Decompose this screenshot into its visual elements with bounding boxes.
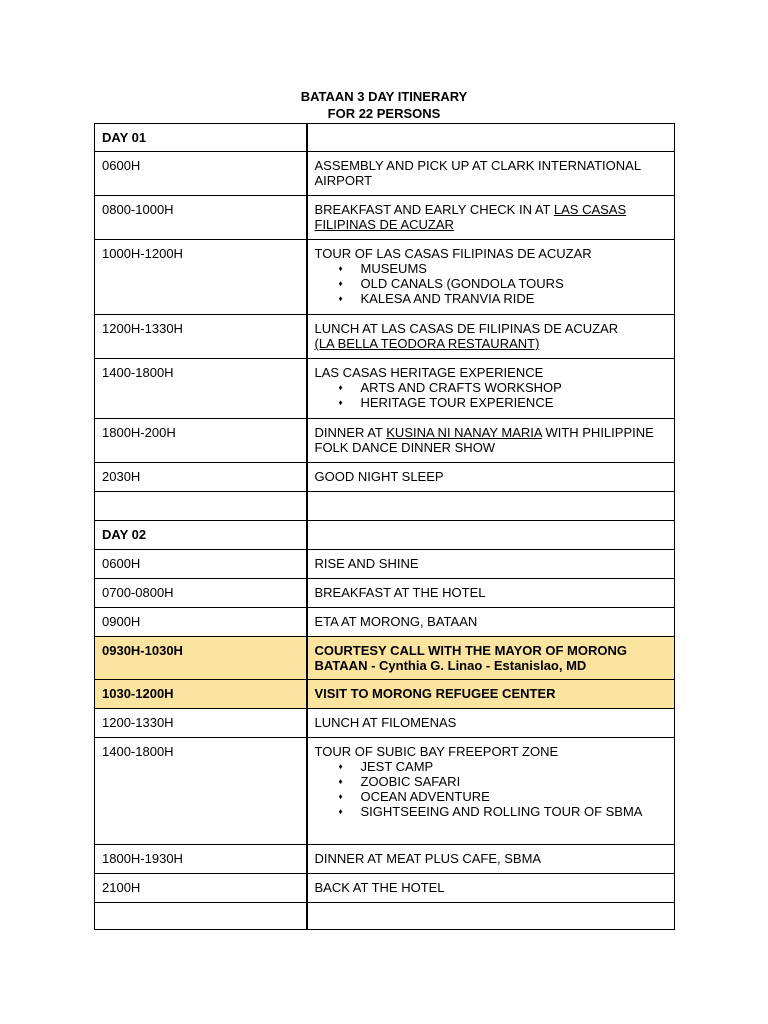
table-row [95,874,675,903]
activity-text: LUNCH AT LAS CASAS DE FILIPINAS DE ACUZAR [314,321,619,336]
day-label: DAY 02 [95,521,307,550]
itinerary-table [94,123,675,930]
activity-cell [307,240,675,315]
activity-bullets [315,759,669,819]
activity-cell [307,359,675,419]
time-cell: 0700-0800H [95,579,307,608]
time-cell: 0600H [95,152,307,196]
list-item: ♦ MUSEUMS [361,261,669,276]
activity-bullets [315,380,669,410]
list-item: ♦ JEST CAMP [361,759,669,774]
list-item: ♦ ZOOBIC SAFARI [361,774,669,789]
time-cell: 0900H [95,608,307,637]
time-cell: 1200-1330H [95,709,307,738]
activity-cell: VISIT TO MORONG REFUGEE CENTER [307,680,675,709]
list-item: ♦ SIGHTSEEING AND ROLLING TOUR OF SBMA [361,804,669,819]
activity-cell [307,315,675,359]
time-cell: 1400-1800H [95,738,307,845]
time-cell: 0930H-1030H [95,637,307,680]
activity-cell: DINNER AT MEAT PLUS CAFE, SBMA [307,845,675,874]
list-item: ♦ HERITAGE TOUR EXPERIENCE [361,395,669,410]
activity-cell [307,124,675,152]
venue-link: KUSINA NI NANAY MARIA [386,425,542,440]
activity-text: TOUR OF LAS CASAS FILIPINAS DE ACUZAR [314,246,592,261]
activity-cell: RISE AND SHINE [307,550,675,579]
time-cell: 0600H [95,550,307,579]
table-row-empty [95,492,675,521]
table-row [95,608,675,637]
time-cell [95,903,307,930]
activity-cell [307,196,675,240]
time-cell: 1200H-1330H [95,315,307,359]
time-cell: 1030-1200H [95,680,307,709]
time-cell: 1000H-1200H [95,240,307,315]
activity-cell [307,903,675,930]
day-label: DAY 01 [95,124,307,152]
activity-bullets [315,261,669,306]
time-cell: 2030H [95,463,307,492]
table-row [95,463,675,492]
activity-cell [307,419,675,463]
time-cell: 1400-1800H [95,359,307,419]
table-row-day-02 [95,521,675,550]
table-row-highlighted [95,680,675,709]
activity-cell: COURTESY CALL WITH THE MAYOR OF MORONG BATAAN - Cynthia G. Linao - Estanislao, MD [307,637,675,680]
activity-cell: ASSEMBLY AND PICK UP AT CLARK INTERNATIONAL AIRPORT [307,152,675,196]
time-cell: 1800H-200H [95,419,307,463]
time-cell [95,492,307,521]
table-row [95,196,675,240]
table-row-highlighted [95,637,675,680]
activity-cell [307,492,675,521]
activity-cell: BACK AT THE HOTEL [307,874,675,903]
activity-text: LAS CASAS HERITAGE EXPERIENCE [314,365,544,380]
list-item: ♦ KALESA AND TRANVIA RIDE [361,291,669,306]
activity-cell: BREAKFAST AT THE HOTEL [307,579,675,608]
activity-cell [307,521,675,550]
table-row [95,359,675,419]
activity-text: TOUR OF SUBIC BAY FREEPORT ZONE [314,744,559,759]
table-row [95,152,675,196]
activity-text: WITH PHILIPPINE FOLK DANCE DINNER SHOW [314,425,654,455]
table-row [95,550,675,579]
table-row [95,419,675,463]
activity-text: DINNER AT [314,425,387,440]
activity-cell [307,738,675,845]
table-row [95,709,675,738]
table-row [95,738,675,845]
activity-cell: ETA AT MORONG, BATAAN [307,608,675,637]
list-item: ♦ ARTS AND CRAFTS WORKSHOP [361,380,669,395]
table-row-empty [95,903,675,930]
time-cell: 2100H [95,874,307,903]
time-cell: 0800-1000H [95,196,307,240]
table-row [95,579,675,608]
activity-cell: GOOD NIGHT SLEEP [307,463,675,492]
time-cell: 1800H-1930H [95,845,307,874]
activity-cell: LUNCH AT FILOMENAS [307,709,675,738]
table-row [95,845,675,874]
document-title [0,88,768,122]
table-row [95,315,675,359]
list-item: ♦ OLD CANALS (GONDOLA TOURS [361,276,669,291]
table-row-day-01 [95,124,675,152]
title-line-1: BATAAN 3 DAY ITINERARY [300,89,468,104]
table-row [95,240,675,315]
title-line-2: FOR 22 PERSONS [327,106,441,121]
venue-link: LAS CASAS FILIPINAS DE ACUZAR [314,202,627,232]
activity-text: BREAKFAST AND EARLY CHECK IN AT [314,202,554,217]
list-item: ♦ OCEAN ADVENTURE [361,789,669,804]
venue-link: (LA BELLA TEODORA RESTAURANT) [314,336,540,351]
